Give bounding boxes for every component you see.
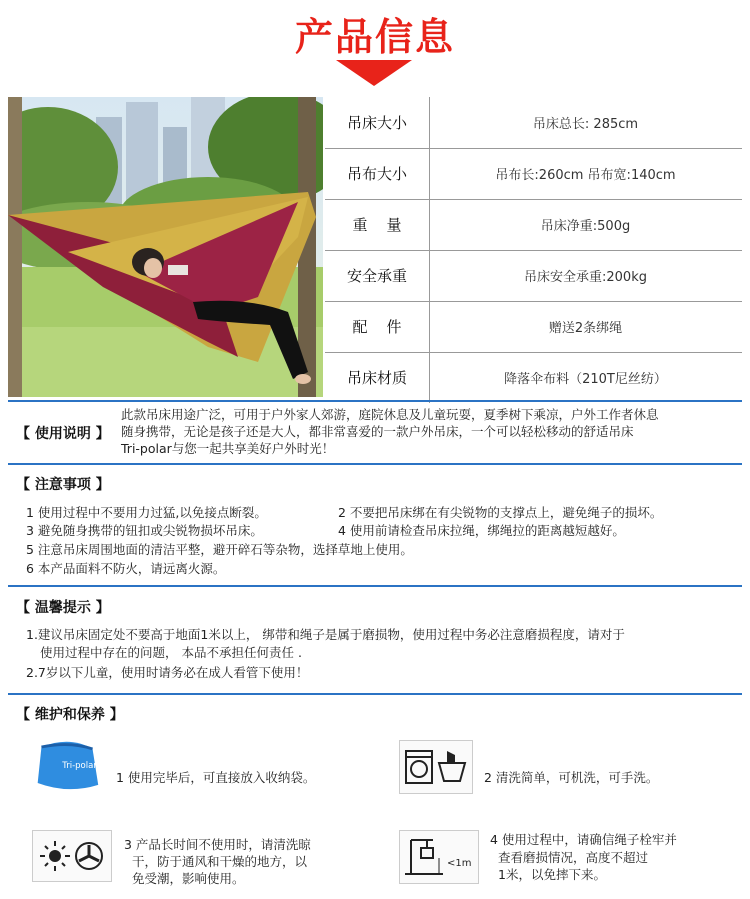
spec-row-size [325, 97, 742, 149]
tips-section [8, 587, 742, 692]
note-item: 5 注意吊床周围地面的清洁平整，避开碎石等杂物，选择草地上使用。 [26, 542, 413, 557]
spec-value: 吊布长:260cm 吊布宽:140cm [495, 168, 676, 183]
page-title: 产品信息 [294, 15, 455, 59]
care-text: 干，防于通风和干燥的地方，以 [132, 854, 308, 869]
wash-icon [399, 740, 473, 794]
spec-label: 吊布大小 [325, 148, 430, 199]
spec-value: 降落伞布料（210T尼丝纺） [504, 372, 667, 387]
notes-section [8, 465, 742, 585]
spec-label: 重 量 [325, 199, 430, 250]
care-heading: 【 维护和保养 】 [16, 707, 124, 723]
spec-label: 安全承重 [325, 250, 430, 301]
spec-row-fabric-size [325, 148, 742, 200]
usage-section [8, 402, 742, 460]
dry-icon [32, 830, 112, 882]
tip-line: 2.7岁以下儿童，使用时请务必在成人看管下使用！ [26, 665, 309, 680]
note-item: 3 避免随身携带的钮扣或尖锐物损坏吊床。 [26, 523, 263, 538]
spec-row-weight [325, 199, 742, 251]
usage-line: Tri-polar与您一起共享美好户外时光！ [121, 441, 335, 456]
care-section [8, 695, 742, 895]
usage-line: 随身携带，无论是孩子还是大人，都非常喜爱的一款户外吊床，一个可以轻松移动的舒适吊床 [121, 424, 634, 439]
spec-value: 吊床总长: 285cm [532, 117, 639, 132]
care-text: 4 使用过程中，请确信绳子栓牢并 [490, 832, 677, 847]
usage-heading: 【 使用说明 】 [16, 426, 110, 442]
tip-line: 1.建议吊床固定处不要高于地面1米以上， 绑带和绳子是属于磨损物，使用过程中务必注意磨损程度，请对于 [26, 627, 625, 642]
tips-heading: 【 温馨提示 】 [16, 600, 110, 616]
care-text: 2 清洗简单，可机洗，可手洗。 [484, 770, 659, 785]
down-arrow-icon [336, 60, 412, 86]
care-text: 1 使用完毕后，可直接放入收纳袋。 [116, 770, 316, 785]
notes-heading: 【 注意事项 】 [16, 477, 110, 493]
storage-bag-icon [32, 740, 102, 790]
spec-value: 赠送2条绑绳 [548, 321, 623, 336]
height-limit-text: <1m [447, 858, 472, 869]
spec-table [325, 97, 742, 400]
bag-brand-text: Tri-polar [62, 760, 97, 771]
product-photo [8, 97, 323, 397]
care-text: 1米，以免摔下来。 [498, 867, 606, 882]
care-text: 免受潮，影响使用。 [132, 871, 245, 886]
usage-line: 此款吊床用途广泛，可用于户外家人郊游，庭院休息及儿童玩耍，夏季树下乘凉，户外工作者休息 [121, 407, 659, 422]
care-text: 3 产品长时间不使用时，请清洗晾 [124, 837, 311, 852]
spec-value: 吊床安全承重:200kg [524, 270, 647, 285]
spec-label: 吊床大小 [325, 97, 430, 148]
spec-value: 吊床净重:500g [540, 219, 631, 234]
spec-label: 配 件 [325, 301, 430, 352]
spec-row-material [325, 352, 742, 403]
note-item: 2 不要把吊床绑在有尖锐物的支撑点上，避免绳子的损坏。 [338, 505, 663, 520]
spec-row-load [325, 250, 742, 302]
note-item: 4 使用前请检查吊床拉绳，绑绳拉的距离越短越好。 [338, 523, 625, 538]
spec-label: 吊床材质 [325, 352, 430, 403]
height-limit-icon [399, 830, 479, 884]
tip-line: 使用过程中存在的问题， 本品不承担任何责任 . [40, 645, 302, 660]
note-item: 6 本产品面料不防火，请远离火源。 [26, 561, 226, 576]
note-item: 1 使用过程中不要用力过猛,以免接点断裂。 [26, 505, 267, 520]
spec-row-accessories [325, 301, 742, 353]
care-text: 查看磨损情况，高度不超过 [498, 850, 649, 865]
